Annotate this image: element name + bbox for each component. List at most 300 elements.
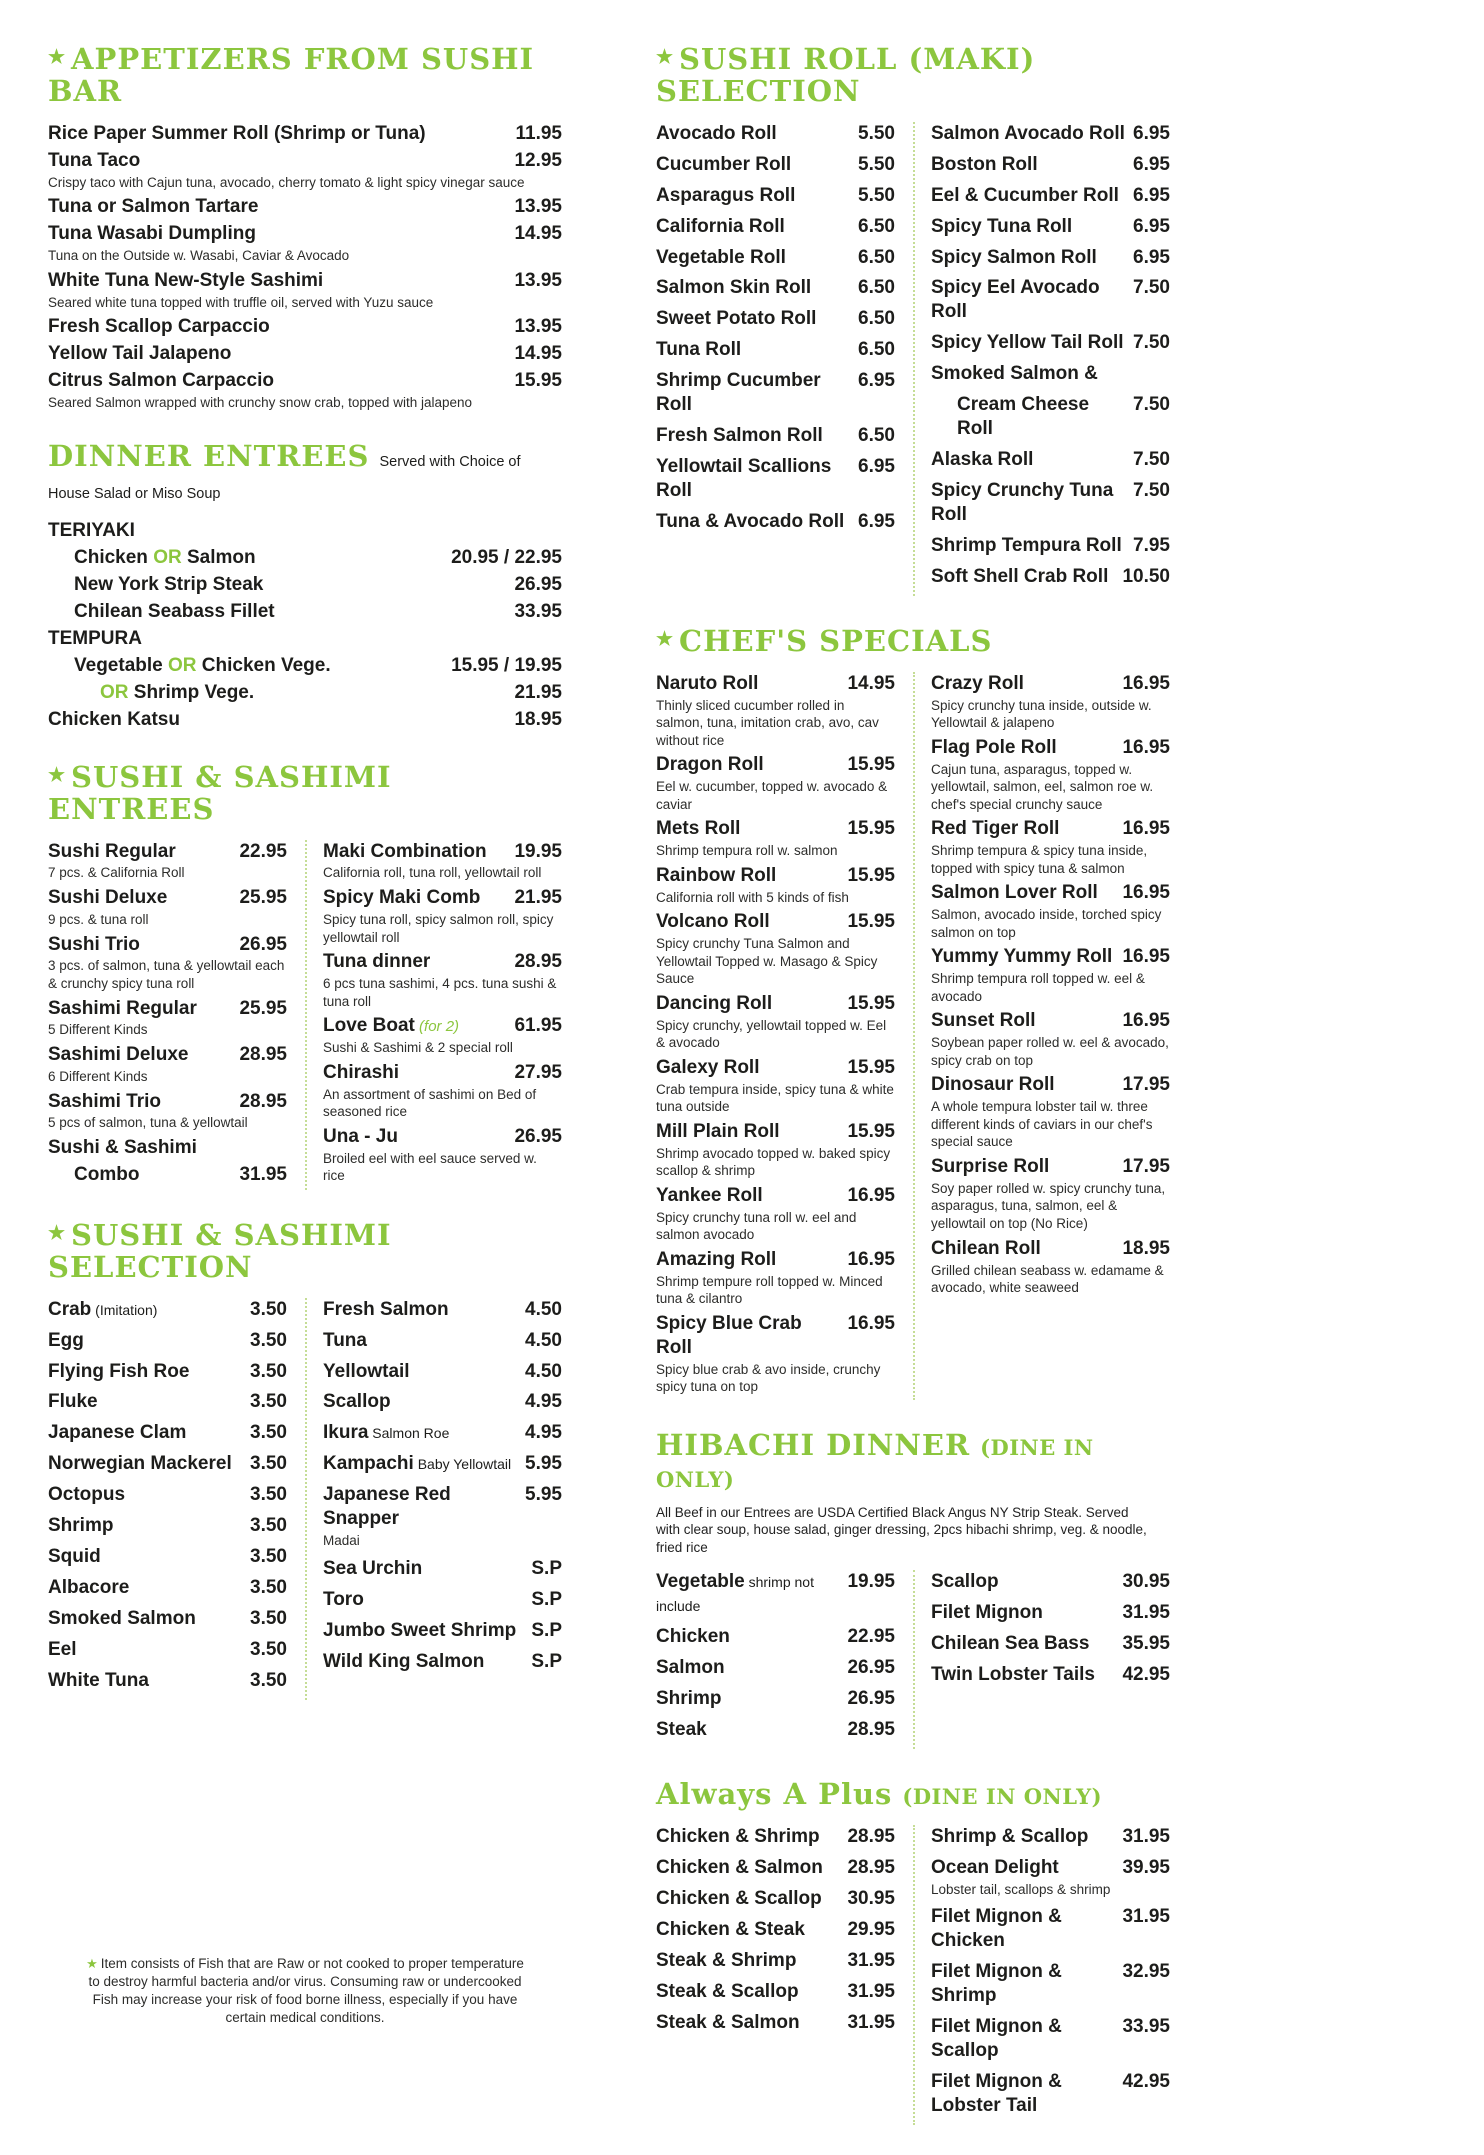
item-name: TERIYAKI	[48, 520, 135, 542]
item-price: 15.95 / 19.95	[451, 654, 562, 676]
item-description: Shrimp avocado topped w. baked spicy scallop & shrimp	[656, 1145, 891, 1179]
menu-item	[48, 546, 562, 570]
item-price: 16.95	[847, 1312, 895, 1334]
hibachi-dinner-title-text: HIBACHI DINNER	[656, 1427, 971, 1462]
sushi-roll-selection-columns	[656, 122, 1170, 596]
item-price: 31.95	[847, 2011, 895, 2033]
item-name: Sunset Roll	[931, 1010, 1036, 1032]
menu-item	[931, 1155, 1170, 1233]
item-name: Filet Mignon & Scallop	[931, 2016, 1062, 2061]
item-name: Twin Lobster Tails	[931, 1664, 1095, 1686]
item-price: 3.50	[250, 1608, 287, 1630]
item-price: 3.50	[250, 1515, 287, 1537]
menu-item	[48, 1576, 287, 1600]
item-name: Tuna	[323, 1329, 367, 1351]
item-description: Madai	[323, 1533, 360, 1549]
item-name: Spicy Tuna Roll	[931, 215, 1073, 237]
item-price: 15.95	[847, 1120, 895, 1142]
menu-item	[931, 362, 1170, 386]
menu-item	[48, 681, 562, 705]
item-price: 19.95	[514, 840, 562, 862]
item-name: Mets Roll	[656, 818, 741, 840]
item-price: 25.95	[239, 887, 287, 909]
chefs-specials-left	[656, 672, 913, 1400]
item-name: Avocado Roll	[656, 122, 777, 144]
always-a-plus-right	[913, 1825, 1170, 2125]
item-name: Crab (Imitation)	[48, 1298, 158, 1320]
item-price: 26.95	[514, 1125, 562, 1147]
item-price: 28.95	[514, 951, 562, 973]
item-name: Chicken & Scallop	[656, 1887, 822, 1909]
menu-item	[931, 122, 1170, 146]
menu-item	[931, 1856, 1170, 1898]
item-name: Sweet Potato Roll	[656, 308, 817, 330]
menu-item	[931, 1960, 1170, 2008]
item-name: Chicken & Salmon	[656, 1856, 823, 1878]
menu-item	[931, 1009, 1170, 1069]
menu-item	[48, 627, 562, 651]
item-name: Galexy Roll	[656, 1056, 760, 1078]
item-name: Spicy Crunchy Tuna Roll	[931, 480, 1114, 525]
appetizers-list	[48, 122, 562, 412]
item-name: Tuna & Avocado Roll	[656, 510, 845, 532]
menu-item	[48, 1452, 287, 1476]
item-description: An assortment of sashimi on Bed of seasoned rice	[323, 1086, 537, 1120]
item-price: 13.95	[514, 196, 562, 218]
item-price: 26.95	[514, 574, 562, 596]
item-name: Fresh Scallop Carpaccio	[48, 316, 270, 338]
sushi-sashimi-selection-title	[48, 1217, 562, 1284]
item-price: 42.95	[1122, 1664, 1170, 1686]
menu-item	[931, 276, 1170, 324]
item-description: 6 Different Kinds	[48, 1068, 148, 1084]
menu-item	[656, 1312, 895, 1396]
menu-item	[323, 1360, 562, 1384]
item-name: Japanese Clam	[48, 1422, 187, 1444]
item-price: 10.50	[1122, 565, 1170, 587]
menu-item	[656, 1625, 895, 1649]
item-name: Tuna Taco	[48, 149, 141, 171]
item-price: 3.50	[250, 1360, 287, 1382]
menu-item	[48, 1669, 287, 1693]
menu-item	[931, 881, 1170, 941]
appetizers-title	[48, 44, 562, 108]
item-name: Toro	[323, 1588, 364, 1610]
menu-item	[656, 817, 895, 859]
always-a-plus-left	[656, 1825, 913, 2125]
item-price: 26.95	[847, 1688, 895, 1710]
menu-item	[931, 2015, 1170, 2063]
item-price: 14.95	[847, 672, 895, 694]
menu-item	[656, 1056, 895, 1116]
item-name: White Tuna New-Style Sashimi	[48, 269, 324, 291]
item-name: Ocean Delight	[931, 1856, 1059, 1878]
menu-item	[48, 315, 562, 339]
item-description: 7 pcs. & California Roll	[48, 865, 185, 881]
menu-item	[323, 1650, 562, 1674]
menu-item	[656, 1184, 895, 1244]
item-description: Spicy tuna roll, spicy salmon roll, spicy yellowtail roll	[323, 911, 554, 945]
item-description: 6 pcs tuna sashimi, 4 pcs. tuna sushi & tuna roll	[323, 975, 557, 1009]
item-price: 7.50	[1133, 449, 1170, 471]
item-description: Cajun tuna, asparagus, topped w. yellowtail, salmon, eel, salmon roe w. chef's special crunchy sauce	[931, 761, 1154, 812]
item-description: Lobster tail, scallops & shrimp	[931, 1881, 1111, 1897]
section-sushi-roll-selection	[656, 44, 1170, 596]
item-name: Salmon Avocado Roll	[931, 122, 1125, 144]
item-price: 7.95	[1133, 534, 1170, 556]
item-price: 17.95	[1122, 1074, 1170, 1096]
sushi-sashimi-selection-columns	[48, 1298, 562, 1700]
item-name: Volcano Roll	[656, 911, 770, 933]
chefs-specials-title	[656, 623, 1170, 658]
item-price: 30.95	[847, 1887, 895, 1909]
item-price: 16.95	[1122, 882, 1170, 904]
item-name: Flying Fish Roe	[48, 1360, 190, 1382]
item-name: Tuna dinner	[323, 951, 431, 973]
right-column	[656, 44, 1170, 2155]
menu-item	[323, 1125, 562, 1185]
item-name: Dinosaur Roll	[931, 1074, 1055, 1096]
item-price: 6.50	[858, 246, 895, 268]
star-icon: ★	[656, 627, 674, 650]
item-name: OR Shrimp Vege.	[100, 681, 255, 703]
menu-item	[48, 654, 562, 678]
menu-item	[656, 276, 895, 300]
item-price: 28.95	[847, 1719, 895, 1741]
always-a-plus-suffix: (DINE IN ONLY)	[902, 1784, 1103, 1809]
item-name: Steak & Salmon	[656, 2011, 800, 2033]
menu-item	[656, 455, 895, 503]
item-name: TEMPURA	[48, 628, 142, 649]
item-description: Shrimp tempure roll topped w. Minced tuna & cilantro	[656, 1273, 883, 1307]
item-name: Kampachi Baby Yellowtail	[323, 1453, 512, 1475]
item-name: Yellow Tail Jalapeno	[48, 343, 232, 365]
menu-item	[48, 1607, 287, 1631]
item-name: Albacore	[48, 1577, 130, 1599]
item-name: Shrimp Cucumber Roll	[656, 370, 821, 416]
item-price: S.P	[531, 1650, 562, 1672]
item-name: Squid	[48, 1546, 101, 1568]
item-name: Rainbow Roll	[656, 864, 777, 886]
hibachi-dinner-title	[656, 1427, 1170, 1494]
item-description: California roll, tuna roll, yellowtail roll	[323, 865, 542, 881]
section-dinner-entrees	[48, 441, 562, 731]
item-name: Alaska Roll	[931, 449, 1034, 471]
menu-item	[656, 215, 895, 239]
item-price: 5.50	[858, 122, 895, 144]
menu-item	[931, 393, 1170, 441]
item-price: 11.95	[515, 122, 562, 144]
item-name: Una - Ju	[323, 1125, 398, 1147]
menu-item	[48, 195, 562, 219]
menu-item	[656, 1949, 895, 1973]
item-price: 5.50	[858, 153, 895, 175]
left-column	[48, 44, 562, 2028]
menu-item	[323, 1619, 562, 1643]
item-price: 19.95	[847, 1571, 895, 1593]
item-price: 31.95	[1122, 1602, 1170, 1624]
item-price: 6.50	[858, 277, 895, 299]
section-hibachi-dinner	[656, 1427, 1170, 1749]
item-price: 5.95	[525, 1484, 562, 1506]
item-price: 12.95	[514, 149, 562, 171]
item-price: 31.95	[847, 1980, 895, 2002]
hibachi-dinner-left	[656, 1570, 913, 1749]
item-subtext: (for 2)	[414, 1018, 460, 1036]
item-name: Dancing Roll	[656, 992, 773, 1014]
item-name: Fresh Salmon	[323, 1298, 449, 1320]
always-a-plus-title-text: Always A Plus	[656, 1777, 893, 1811]
item-price: 6.50	[858, 425, 895, 447]
item-description: Crab tempura inside, spicy tuna & white tuna outside	[656, 1081, 894, 1115]
item-name: Octopus	[48, 1484, 126, 1506]
item-name: White Tuna	[48, 1669, 149, 1691]
menu-item	[48, 1638, 287, 1662]
item-name: Chilean Sea Bass	[931, 1633, 1090, 1655]
item-price: 3.50	[250, 1484, 287, 1506]
menu-item	[656, 1120, 895, 1180]
item-name: Sashimi Trio	[48, 1090, 161, 1112]
item-description: A whole tempura lobster tail w. three different kinds of caviars in our chef's special sauce	[931, 1099, 1153, 1150]
item-name: Cucumber Roll	[656, 153, 792, 175]
item-name: Sushi Deluxe	[48, 887, 168, 909]
item-price: 3.50	[250, 1422, 287, 1444]
menu-item	[931, 2070, 1170, 2118]
menu-item	[656, 1980, 895, 2004]
item-name: Yankee Roll	[656, 1184, 763, 1206]
item-name: Sashimi Regular	[48, 997, 197, 1019]
item-name: Egg	[48, 1329, 84, 1351]
menu-item	[48, 708, 562, 732]
item-description: 3 pcs. of salmon, tuna & yellowtail each & crunchy spicy tuna roll	[48, 958, 285, 991]
menu-item	[931, 945, 1170, 1005]
menu-item	[656, 1718, 895, 1742]
item-price: 15.95	[847, 911, 895, 933]
item-name: Mill Plain Roll	[656, 1120, 780, 1142]
item-price: 7.50	[1133, 332, 1170, 354]
item-name: Japanese Red Snapper	[323, 1484, 451, 1530]
item-price: 14.95	[514, 223, 562, 245]
item-price: 31.95	[239, 1163, 287, 1185]
section-sushi-sashimi-entrees	[48, 759, 562, 1190]
item-description: 9 pcs. & tuna roll	[48, 911, 149, 927]
item-description: Spicy crunchy Tuna Salmon and Yellowtail Topped w. Masago & Spicy Sauce	[656, 936, 878, 987]
item-name: Love Boat (for 2)	[323, 1015, 460, 1037]
menu-item	[323, 950, 562, 1010]
item-description: Seared white tuna topped with truffle oil, served with Yuzu sauce	[48, 294, 434, 310]
menu-item	[48, 1090, 287, 1132]
item-price: 16.95	[1122, 1010, 1170, 1032]
item-name: Chicken Katsu	[48, 708, 180, 730]
item-price: 6.95	[858, 370, 895, 392]
menu-item	[656, 184, 895, 208]
item-name: Combo	[74, 1163, 140, 1185]
item-description: Crispy taco with Cajun tuna, avocado, cherry tomato & light spicy vinegar sauce	[48, 174, 525, 190]
menu-item	[48, 1298, 287, 1322]
item-description: Broiled eel with eel sauce served w. rice	[323, 1150, 537, 1184]
item-price: 6.95	[1133, 122, 1170, 144]
item-name: Spicy Maki Comb	[323, 887, 481, 909]
item-name: Chirashi	[323, 1061, 400, 1083]
item-name: Amazing Roll	[656, 1248, 777, 1270]
item-price: 6.50	[858, 308, 895, 330]
menu-item	[656, 672, 895, 750]
item-price: 6.95	[1133, 246, 1170, 268]
item-name: Naruto Roll	[656, 672, 759, 694]
item-name: Surprise Roll	[931, 1155, 1050, 1177]
item-price: 31.95	[847, 1949, 895, 1971]
menu-item	[656, 910, 895, 988]
menu-item	[48, 1329, 287, 1353]
menu-item	[931, 184, 1170, 208]
menu-item	[931, 1825, 1170, 1849]
menu-item	[656, 753, 895, 813]
menu-item	[656, 1656, 895, 1680]
item-price: 21.95	[514, 681, 562, 703]
item-description: Grilled chilean seabass w. edamame & avocado, white seaweed	[931, 1262, 1164, 1296]
item-name: Sushi Trio	[48, 933, 140, 955]
item-name: California Roll	[656, 215, 785, 237]
item-price: 28.95	[847, 1856, 895, 1878]
sushi-roll-selection-right	[913, 122, 1170, 596]
item-price: 61.95	[514, 1015, 562, 1037]
item-name: Spicy Eel Avocado Roll	[931, 277, 1100, 323]
item-name: Eel	[48, 1638, 77, 1660]
dinner-entrees-list	[48, 519, 562, 732]
item-price: 42.95	[1122, 2070, 1170, 2092]
item-name: Vegetable OR Chicken Vege.	[74, 654, 331, 676]
menu-item	[48, 886, 287, 928]
appetizers-title-text: APPETIZERS FROM SUSHI BAR	[48, 42, 535, 108]
item-name: Jumbo Sweet Shrimp	[323, 1619, 517, 1641]
item-description: Soybean paper rolled w. eel & avocado, spicy crab on top	[931, 1035, 1169, 1068]
menu-item	[656, 1825, 895, 1849]
item-name: New York Strip Steak	[74, 574, 264, 596]
item-name: Spicy Yellow Tail Roll	[931, 332, 1124, 354]
item-price: 16.95	[847, 1184, 895, 1206]
item-price: 15.95	[847, 1056, 895, 1078]
raw-fish-disclaimer	[80, 1955, 530, 2028]
item-name: Salmon	[656, 1657, 725, 1679]
item-name: Shrimp	[656, 1688, 722, 1710]
sushi-roll-selection-left	[656, 122, 913, 596]
menu-item	[656, 992, 895, 1052]
menu-item	[656, 369, 895, 417]
item-price: 30.95	[1122, 1571, 1170, 1593]
item-name: Asparagus Roll	[656, 184, 796, 206]
menu-item	[48, 1421, 287, 1445]
menu-item	[656, 307, 895, 331]
item-price: 20.95 / 22.95	[451, 547, 562, 569]
item-name: Maki Combination	[323, 840, 487, 862]
menu-item	[931, 1570, 1170, 1594]
item-price: S.P	[531, 1619, 562, 1641]
item-name: Crazy Roll	[931, 672, 1024, 694]
item-name: Sushi Regular	[48, 840, 176, 862]
raw-fish-disclaimer-text: Item consists of Fish that are Raw or not cooked to proper temperature to destroy harmful bacteria and/or virus. Consuming raw or undercooked Fish may increase your risk of food borne illness, especially if you have certain medical conditions.	[88, 1955, 524, 2026]
item-price: 18.95	[514, 708, 562, 730]
item-name: Shrimp Tempura Roll	[931, 534, 1122, 556]
menu-item	[931, 331, 1170, 355]
menu-item	[48, 519, 562, 543]
menu-item	[656, 1856, 895, 1880]
menu-item	[931, 1237, 1170, 1297]
item-name: Chicken OR Salmon	[74, 547, 256, 569]
item-name: Chilean Seabass Fillet	[74, 601, 275, 623]
item-price: 21.95	[514, 887, 562, 909]
item-name: Steak	[656, 1719, 707, 1741]
item-name: Norwegian Mackerel	[48, 1453, 232, 1475]
item-description: 5 pcs of salmon, tuna & yellowtail	[48, 1115, 248, 1131]
item-price: 16.95	[1122, 672, 1170, 694]
item-description: Tuna on the Outside w. Wasabi, Caviar & Avocado	[48, 248, 350, 264]
item-description: Spicy blue crab & avo inside, crunchy spicy tuna on top	[656, 1361, 881, 1395]
item-price: 27.95	[514, 1061, 562, 1083]
sushi-roll-selection-title-text: SUSHI ROLL (MAKI) SELECTION	[656, 42, 1036, 108]
menu-item	[323, 1452, 562, 1476]
menu-item	[931, 448, 1170, 472]
item-name: Citrus Salmon Carpaccio	[48, 369, 274, 391]
menu-item	[931, 153, 1170, 177]
menu-item	[48, 222, 562, 264]
section-sushi-sashimi-selection	[48, 1217, 562, 1700]
menu-columns	[48, 44, 1484, 2155]
item-subtext: (Imitation)	[91, 1301, 158, 1318]
item-name: Sushi & Sashimi	[48, 1136, 197, 1158]
item-description: Spicy crunchy, yellowtail topped w. Eel & avocado	[656, 1017, 887, 1051]
item-description: Shrimp tempura roll w. salmon	[656, 843, 838, 859]
menu-item	[656, 338, 895, 362]
item-price: 3.50	[250, 1298, 287, 1320]
star-icon: ★	[48, 46, 66, 68]
menu-item	[323, 1557, 562, 1581]
item-name: Chicken & Shrimp	[656, 1825, 820, 1847]
sushi-sashimi-selection-left	[48, 1298, 305, 1700]
menu-item	[656, 1918, 895, 1942]
menu-item	[48, 997, 287, 1039]
item-name: Spicy Blue Crab Roll	[656, 1312, 802, 1358]
menu-item	[48, 1136, 287, 1160]
menu-item	[656, 1570, 895, 1618]
menu-item	[48, 1483, 287, 1507]
section-chefs-specials	[656, 623, 1170, 1400]
menu-item	[931, 736, 1170, 814]
item-price: 13.95	[514, 316, 562, 338]
item-price: 7.50	[1133, 394, 1170, 416]
item-price: 4.50	[525, 1329, 562, 1351]
sushi-sashimi-entrees-title	[48, 759, 562, 826]
menu-item	[931, 817, 1170, 877]
item-name: Steak & Shrimp	[656, 1949, 797, 1971]
menu-item	[323, 1061, 562, 1121]
item-price: 39.95	[1122, 1856, 1170, 1878]
item-name: Tuna Roll	[656, 339, 742, 361]
menu-item	[323, 1014, 562, 1056]
sushi-sashimi-selection-title-text: SUSHI & SASHIMI SELECTION	[48, 1217, 392, 1284]
sushi-sashimi-entrees-title-text: SUSHI & SASHIMI ENTREES	[48, 759, 392, 826]
item-price: 6.50	[858, 339, 895, 361]
menu-item	[656, 153, 895, 177]
star-icon: ★	[48, 763, 66, 786]
item-price: 28.95	[239, 1090, 287, 1112]
menu-item	[48, 840, 287, 882]
item-price: 3.50	[250, 1391, 287, 1413]
item-price: 26.95	[239, 933, 287, 955]
menu-item	[931, 565, 1170, 589]
item-name: Yellowtail	[323, 1360, 410, 1382]
menu-item	[48, 1043, 287, 1085]
item-name: Flag Pole Roll	[931, 736, 1057, 758]
